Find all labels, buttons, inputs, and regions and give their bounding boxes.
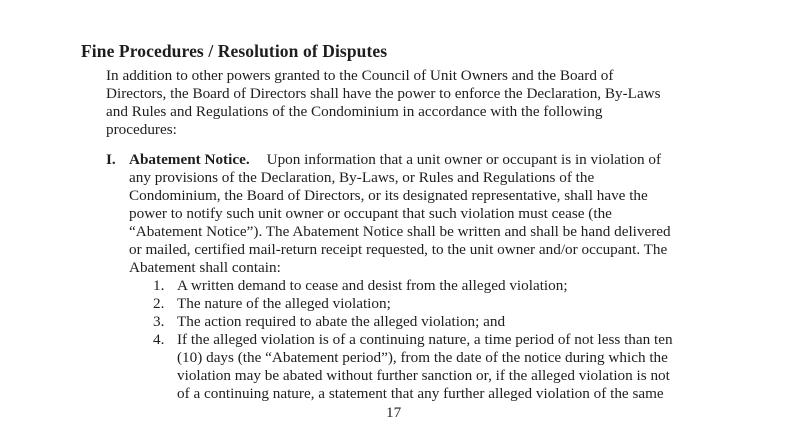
list-item-text: of a continuing nature, a statement that any further alleged violation of the same xyxy=(177,385,664,402)
section-line: power to notify such unit owner or occupant that such violation must cease (the xyxy=(129,205,612,222)
intro-line: procedures: xyxy=(106,121,177,138)
list-item-text: The action required to abate the alleged violation; and xyxy=(177,313,506,330)
list-item-text: The nature of the alleged violation; xyxy=(177,295,391,312)
section-heading: Fine Procedures / Resolution of Disputes xyxy=(81,41,388,61)
section-line: or mailed, certified mail-return receipt requested, to the unit owner and/or occupant. The xyxy=(129,241,668,258)
list-item-text: If the alleged violation is of a continuing nature, a time period of not less than ten xyxy=(177,331,673,348)
intro-line: In addition to other powers granted to the Council of Unit Owners and the Board of xyxy=(106,67,614,84)
list-item-number: 1. xyxy=(153,277,165,294)
section-first-line-text: Upon information that a unit owner or occupant is in violation of xyxy=(266,151,661,168)
list-item-number: 3. xyxy=(153,313,165,330)
list-item-number: 4. xyxy=(153,331,165,348)
section-first-line xyxy=(129,151,661,169)
list-item-number: 2. xyxy=(153,295,165,312)
page-number: 17 xyxy=(386,404,402,421)
intro-line: and Rules and Regulations of the Condominium in accordance with the following xyxy=(106,103,603,120)
section-marker: I. xyxy=(106,151,116,168)
section-line: Condominium, the Board of Directors, or its designated representative, shall have the xyxy=(129,187,648,204)
list-item-text: A written demand to cease and desist from the alleged violation; xyxy=(177,277,568,294)
section-title: Abatement Notice. xyxy=(129,151,250,168)
list-item-text: (10) days (the “Abatement period”), from the date of the notice during which the xyxy=(177,349,668,366)
intro-line: Directors, the Board of Directors shall have the power to enforce the Declaration, By-Laws xyxy=(106,85,661,102)
list-item-text: violation may be abated without further sanction or, if the alleged violation is not xyxy=(177,367,670,384)
section-line: any provisions of the Declaration, By-Laws, or Rules and Regulations of the xyxy=(129,169,595,186)
section-line: “Abatement Notice”). The Abatement Notice shall be written and shall be hand delivered xyxy=(129,223,671,240)
section-line: Abatement shall contain: xyxy=(129,259,281,276)
